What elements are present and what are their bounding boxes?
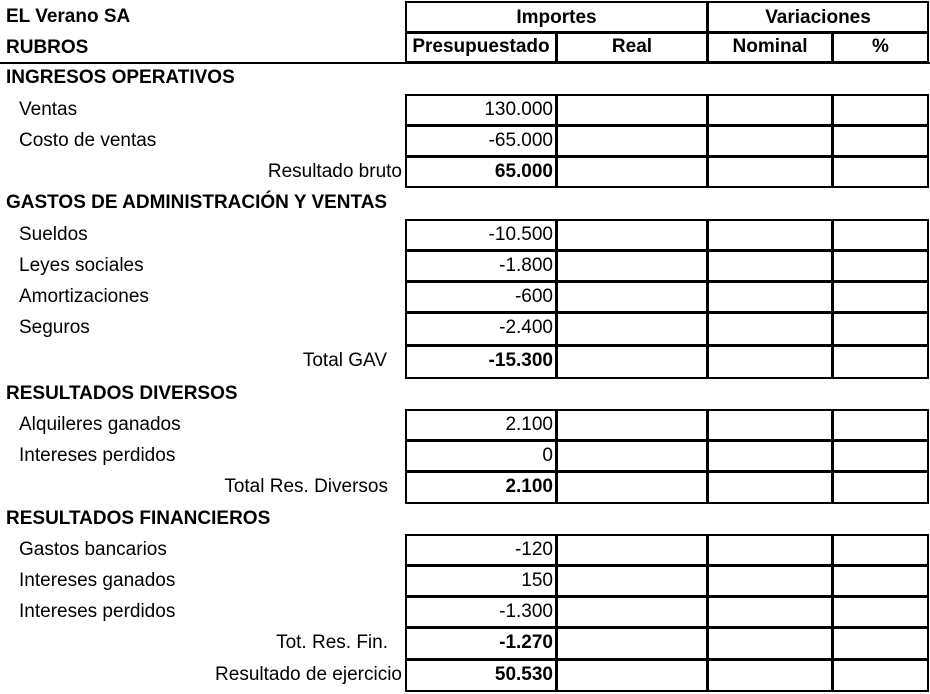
cell-pct[interactable]	[832, 596, 929, 628]
column-header-label: Nominal	[732, 36, 808, 57]
column-header-nominal[interactable]	[707, 32, 833, 63]
cell-nominal[interactable]	[707, 440, 833, 472]
cell-presupuestado[interactable]	[405, 627, 557, 660]
cell-presupuestado[interactable]	[405, 596, 557, 628]
cell-nominal[interactable]	[707, 409, 833, 441]
cell-presupuestado[interactable]	[405, 471, 557, 504]
cell-nominal[interactable]	[707, 345, 833, 379]
cell-nominal[interactable]	[707, 312, 833, 346]
cell-value: -1.800	[499, 255, 553, 276]
cell-pct[interactable]	[832, 345, 929, 379]
column-header-label: Presupuestado	[412, 36, 550, 57]
cell-nominal[interactable]	[707, 281, 833, 313]
cell-presupuestado[interactable]	[405, 345, 557, 379]
cell-real[interactable]	[556, 281, 708, 313]
cell-presupuestado[interactable]	[405, 534, 557, 566]
variaciones-header-cell[interactable]	[707, 1, 929, 33]
cell-presupuestado[interactable]	[405, 156, 557, 188]
cell-real[interactable]	[556, 94, 708, 126]
cell-presupuestado[interactable]	[405, 312, 557, 346]
importes-header-cell[interactable]	[405, 1, 708, 33]
row-label[interactable]: Intereses perdidos	[19, 445, 176, 466]
section-heading[interactable]: RESULTADOS DIVERSOS	[6, 383, 238, 404]
section-heading[interactable]: GASTOS DE ADMINISTRACIÓN Y VENTAS	[6, 192, 388, 213]
row-label[interactable]: Intereses perdidos	[19, 601, 176, 622]
cell-presupuestado[interactable]	[405, 250, 557, 282]
cell-pct[interactable]	[832, 281, 929, 313]
cell-pct[interactable]	[832, 471, 929, 504]
cell-value: -120	[514, 539, 553, 560]
cell-nominal[interactable]	[707, 94, 833, 126]
cell-presupuestado[interactable]	[405, 440, 557, 472]
cell-presupuestado[interactable]	[405, 659, 557, 692]
row-label[interactable]: Gastos bancarios	[19, 539, 167, 560]
row-label[interactable]: Amortizaciones	[19, 286, 149, 307]
row-label[interactable]: Seguros	[19, 317, 90, 338]
cell-value: -10.500	[488, 224, 553, 245]
cell-pct[interactable]	[832, 250, 929, 282]
cell-real[interactable]	[556, 659, 708, 692]
cell-value: 50.530	[494, 664, 553, 685]
cell-value: -65.000	[488, 130, 553, 151]
cell-real[interactable]	[556, 440, 708, 472]
cell-value: 2.100	[505, 414, 553, 435]
row-label[interactable]: Intereses ganados	[19, 570, 176, 591]
cell-presupuestado[interactable]	[405, 409, 557, 441]
row-label[interactable]: Costo de ventas	[19, 130, 157, 151]
cell-value: 65.000	[494, 161, 553, 182]
cell-presupuestado[interactable]	[405, 94, 557, 126]
cell-real[interactable]	[556, 596, 708, 628]
cell-value: -1.270	[499, 632, 553, 653]
cell-real[interactable]	[556, 627, 708, 660]
cell-real[interactable]	[556, 250, 708, 282]
cell-nominal[interactable]	[707, 596, 833, 628]
cell-presupuestado[interactable]	[405, 125, 557, 157]
row-label[interactable]: Alquileres ganados	[19, 414, 181, 435]
cell-real[interactable]	[556, 471, 708, 504]
section-heading[interactable]: RESULTADOS FINANCIEROS	[6, 508, 271, 529]
cell-real[interactable]	[556, 534, 708, 566]
cell-value: 130.000	[484, 99, 553, 120]
row-label[interactable]: Leyes sociales	[19, 255, 144, 276]
cell-nominal[interactable]	[707, 627, 833, 660]
cell-real[interactable]	[556, 125, 708, 157]
cell-nominal[interactable]	[707, 125, 833, 157]
cell-value: 0	[542, 445, 553, 466]
cell-pct[interactable]	[832, 409, 929, 441]
total-label[interactable]: Total Res. Diversos	[224, 476, 388, 497]
cell-value: -15.300	[488, 350, 553, 371]
cell-pct[interactable]	[832, 125, 929, 157]
row-label[interactable]: Sueldos	[19, 224, 88, 245]
cell-value: 2.100	[505, 476, 553, 497]
cell-pct[interactable]	[832, 94, 929, 126]
cell-real[interactable]	[556, 312, 708, 346]
cell-nominal[interactable]	[707, 659, 833, 692]
company-name[interactable]: EL Verano SA	[6, 6, 131, 27]
cell-pct[interactable]	[832, 659, 929, 692]
column-header-real[interactable]	[556, 32, 708, 63]
row-label[interactable]: Ventas	[19, 99, 78, 120]
cell-value: -2.400	[499, 317, 553, 338]
cell-presupuestado[interactable]	[405, 281, 557, 313]
total-label[interactable]: Total GAV	[302, 350, 387, 371]
cell-pct[interactable]	[832, 440, 929, 472]
cell-nominal[interactable]	[707, 565, 833, 597]
total-label[interactable]: Resultado de ejercicio	[215, 664, 402, 685]
column-header-presupuestado[interactable]	[405, 32, 557, 63]
cell-pct[interactable]	[832, 156, 929, 188]
cell-pct[interactable]	[832, 312, 929, 346]
cell-value: -600	[514, 286, 553, 307]
total-label[interactable]: Tot. Res. Fin.	[276, 632, 388, 653]
cell-real[interactable]	[556, 156, 708, 188]
cell-pct[interactable]	[832, 219, 929, 251]
cell-real[interactable]	[556, 565, 708, 597]
cell-value: -1.300	[499, 601, 553, 622]
cell-real[interactable]	[556, 219, 708, 251]
section-heading[interactable]: INGRESOS OPERATIVOS	[6, 67, 235, 88]
cell-value: 150	[521, 570, 553, 591]
cell-pct[interactable]	[832, 565, 929, 597]
variaciones-header: Variaciones	[765, 7, 871, 28]
total-label[interactable]: Resultado bruto	[267, 161, 402, 182]
cell-pct[interactable]	[832, 627, 929, 660]
cell-pct[interactable]	[832, 534, 929, 566]
cell-nominal[interactable]	[707, 156, 833, 188]
cell-presupuestado[interactable]	[405, 219, 557, 251]
rubros-header[interactable]: RUBROS	[6, 37, 89, 58]
column-header-label: %	[872, 36, 889, 57]
importes-header: Importes	[516, 7, 597, 28]
cell-nominal[interactable]	[707, 219, 833, 251]
cell-nominal[interactable]	[707, 471, 833, 504]
cell-nominal[interactable]	[707, 250, 833, 282]
cell-real[interactable]	[556, 345, 708, 379]
cell-real[interactable]	[556, 409, 708, 441]
cell-presupuestado[interactable]	[405, 565, 557, 597]
column-header-label: Real	[611, 36, 653, 57]
column-header-pct[interactable]	[832, 32, 929, 63]
cell-nominal[interactable]	[707, 534, 833, 566]
